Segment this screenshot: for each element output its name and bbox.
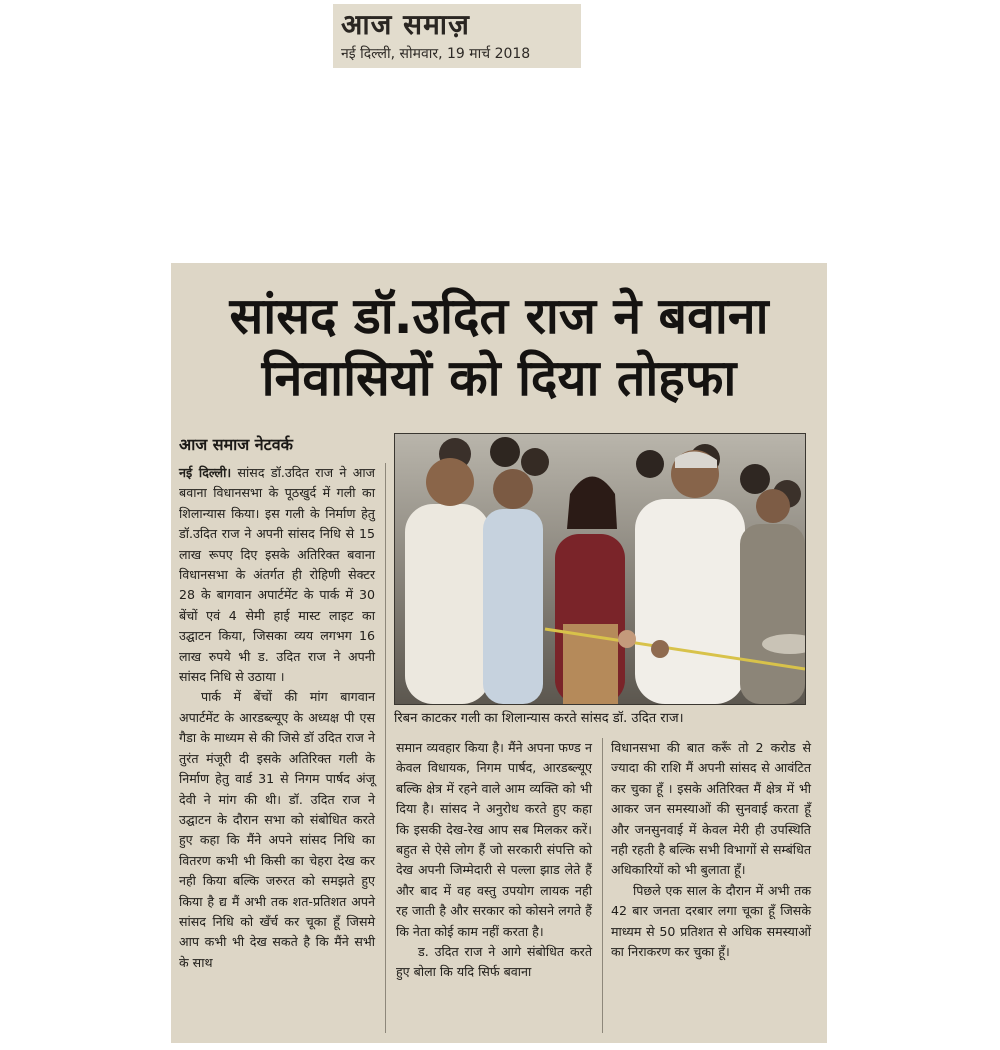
column-3-paragraph-2: पिछले एक साल के दौरान में अभी तक 42 बार जनता दरबार लगा चूका हूँ जिसके माध्यम से 50 प्रतिशत से अधिक समस्याओं का निराकरण कर चुका हूँ। [611, 882, 811, 960]
column-2-paragraph-2: ड. उदित राज ने आगे संबोधित करते हुए बोला कि यदि सिर्फ बवाना [396, 944, 592, 980]
ribbon-cutting-photo-image [395, 434, 805, 704]
article-column-1 [179, 463, 375, 973]
article-byline: आज समाज नेटवर्क [179, 435, 293, 454]
newspaper-name: आज समाज़ [341, 8, 470, 41]
article-headline [171, 285, 827, 409]
headline-line-1: सांसद डॉ.उदित राज ने बवाना [229, 287, 769, 345]
news-clipping [171, 263, 827, 1043]
article-dateline: नई दिल्ली। [179, 465, 232, 480]
photo-caption: रिबन काटकर गली का शिलान्यास करते सांसद डॉ. उदित राज। [394, 711, 684, 726]
column-divider [385, 463, 386, 1033]
column-1-paragraph-2: पार्क में बेंचों की मांग बागवान अपार्टमेंट के आरडब्ल्यूए के अध्यक्ष पी एस गैडा के माध्यम से की जिसे डॉ उदित राज ने तुरंत मंजूरी दी इसके अतिरिक्त गली के निर्माण हेतु वार्ड 31 से निगम पार्षद अंजू देवी ने मांग की थी। डॉ. उदित राज ने उद्घाटन के दौरान सभा को संबोधित करते हुए कहा कि मैंने अपने सांसद निधि का वितरण कभी भी किसी का चेहरा देख कर नही किया बल्कि जरुरत को समझते हुए किया है द्य मैं अभी तक शत-प्रतिशत अपने सांसद निधि को खँर्च कर चूका हूँ जिसमे आप कभी भी देख सकते है कि मैंने सभी के साथ [179, 689, 375, 970]
column-divider [602, 738, 603, 1033]
newspaper-masthead [333, 4, 581, 68]
column-3-paragraph-1: विधानसभा की बात करूँ तो 2 करोड से ज्यादा की राशि मैं अपनी सांसद से आवंटित कर चुका हूँ । इसके अतिरिक्त मैं क्षेत्र में भी आकर जन समस्याओं की सुनवाई करता हूँ और जनसुनवाई में केवल मेरी ही उपस्थिति नही रहती है बल्कि सभी विभागों से सम्बंधित अधिकारियों को भी बुलाता हूँ। [611, 740, 811, 878]
publication-date: नई दिल्ली, सोमवार, 19 मार्च 2018 [341, 46, 531, 62]
column-1-paragraph-1: सांसद डॉ.उदित राज ने आज बवाना विधानसभा के पूठखुर्द में गली का शिलान्यास किया। इस गली के निर्माण हेतु डॉ.उदित राज ने अपनी सांसद निधि से 15 लाख रूपए दिए इसके अतिरिक्त बवाना विधानसभा के अंतर्गत ही रोहिणी सेक्टर 28 के बागवान अपार्टमेंट के पार्क में 30 बेंचों एवं 4 सेमी हाई मास्ट लाइट का उद्घाटन किया, जिसका व्यय लगभग 16 लाख रुपये भी ड. उदित राज ने अपनी सांसद निधि से उठाया । [179, 465, 376, 685]
event-photo [394, 433, 806, 705]
headline-line-2: निवासियों को दिया तोहफा [261, 349, 737, 407]
article-column-2 [396, 738, 592, 983]
column-2-paragraph-1: समान व्यवहार किया है। मैंने अपना फण्ड न केवल विधायक, निगम पार्षद, आरडब्ल्यूए बल्कि क्षेत्र में रहने वाले आम व्यक्ति को भी दिया है। सांसद ने अनुरोध करते हुए कहा कि इसकी देख-रेख आप सब मिलकर करें। बहुत से ऐसे लोग हैं जो सरकारी संपत्ति को देख अपनी जिम्मेदारी से पल्ला झाड लेते हैं और बाद में वह वस्तु उपयोग लायक नही रह जाती है और सरकार को कोसने लगते हैं कि नेता कोई काम नहीं करता है। [396, 740, 592, 939]
article-column-3 [611, 738, 811, 962]
